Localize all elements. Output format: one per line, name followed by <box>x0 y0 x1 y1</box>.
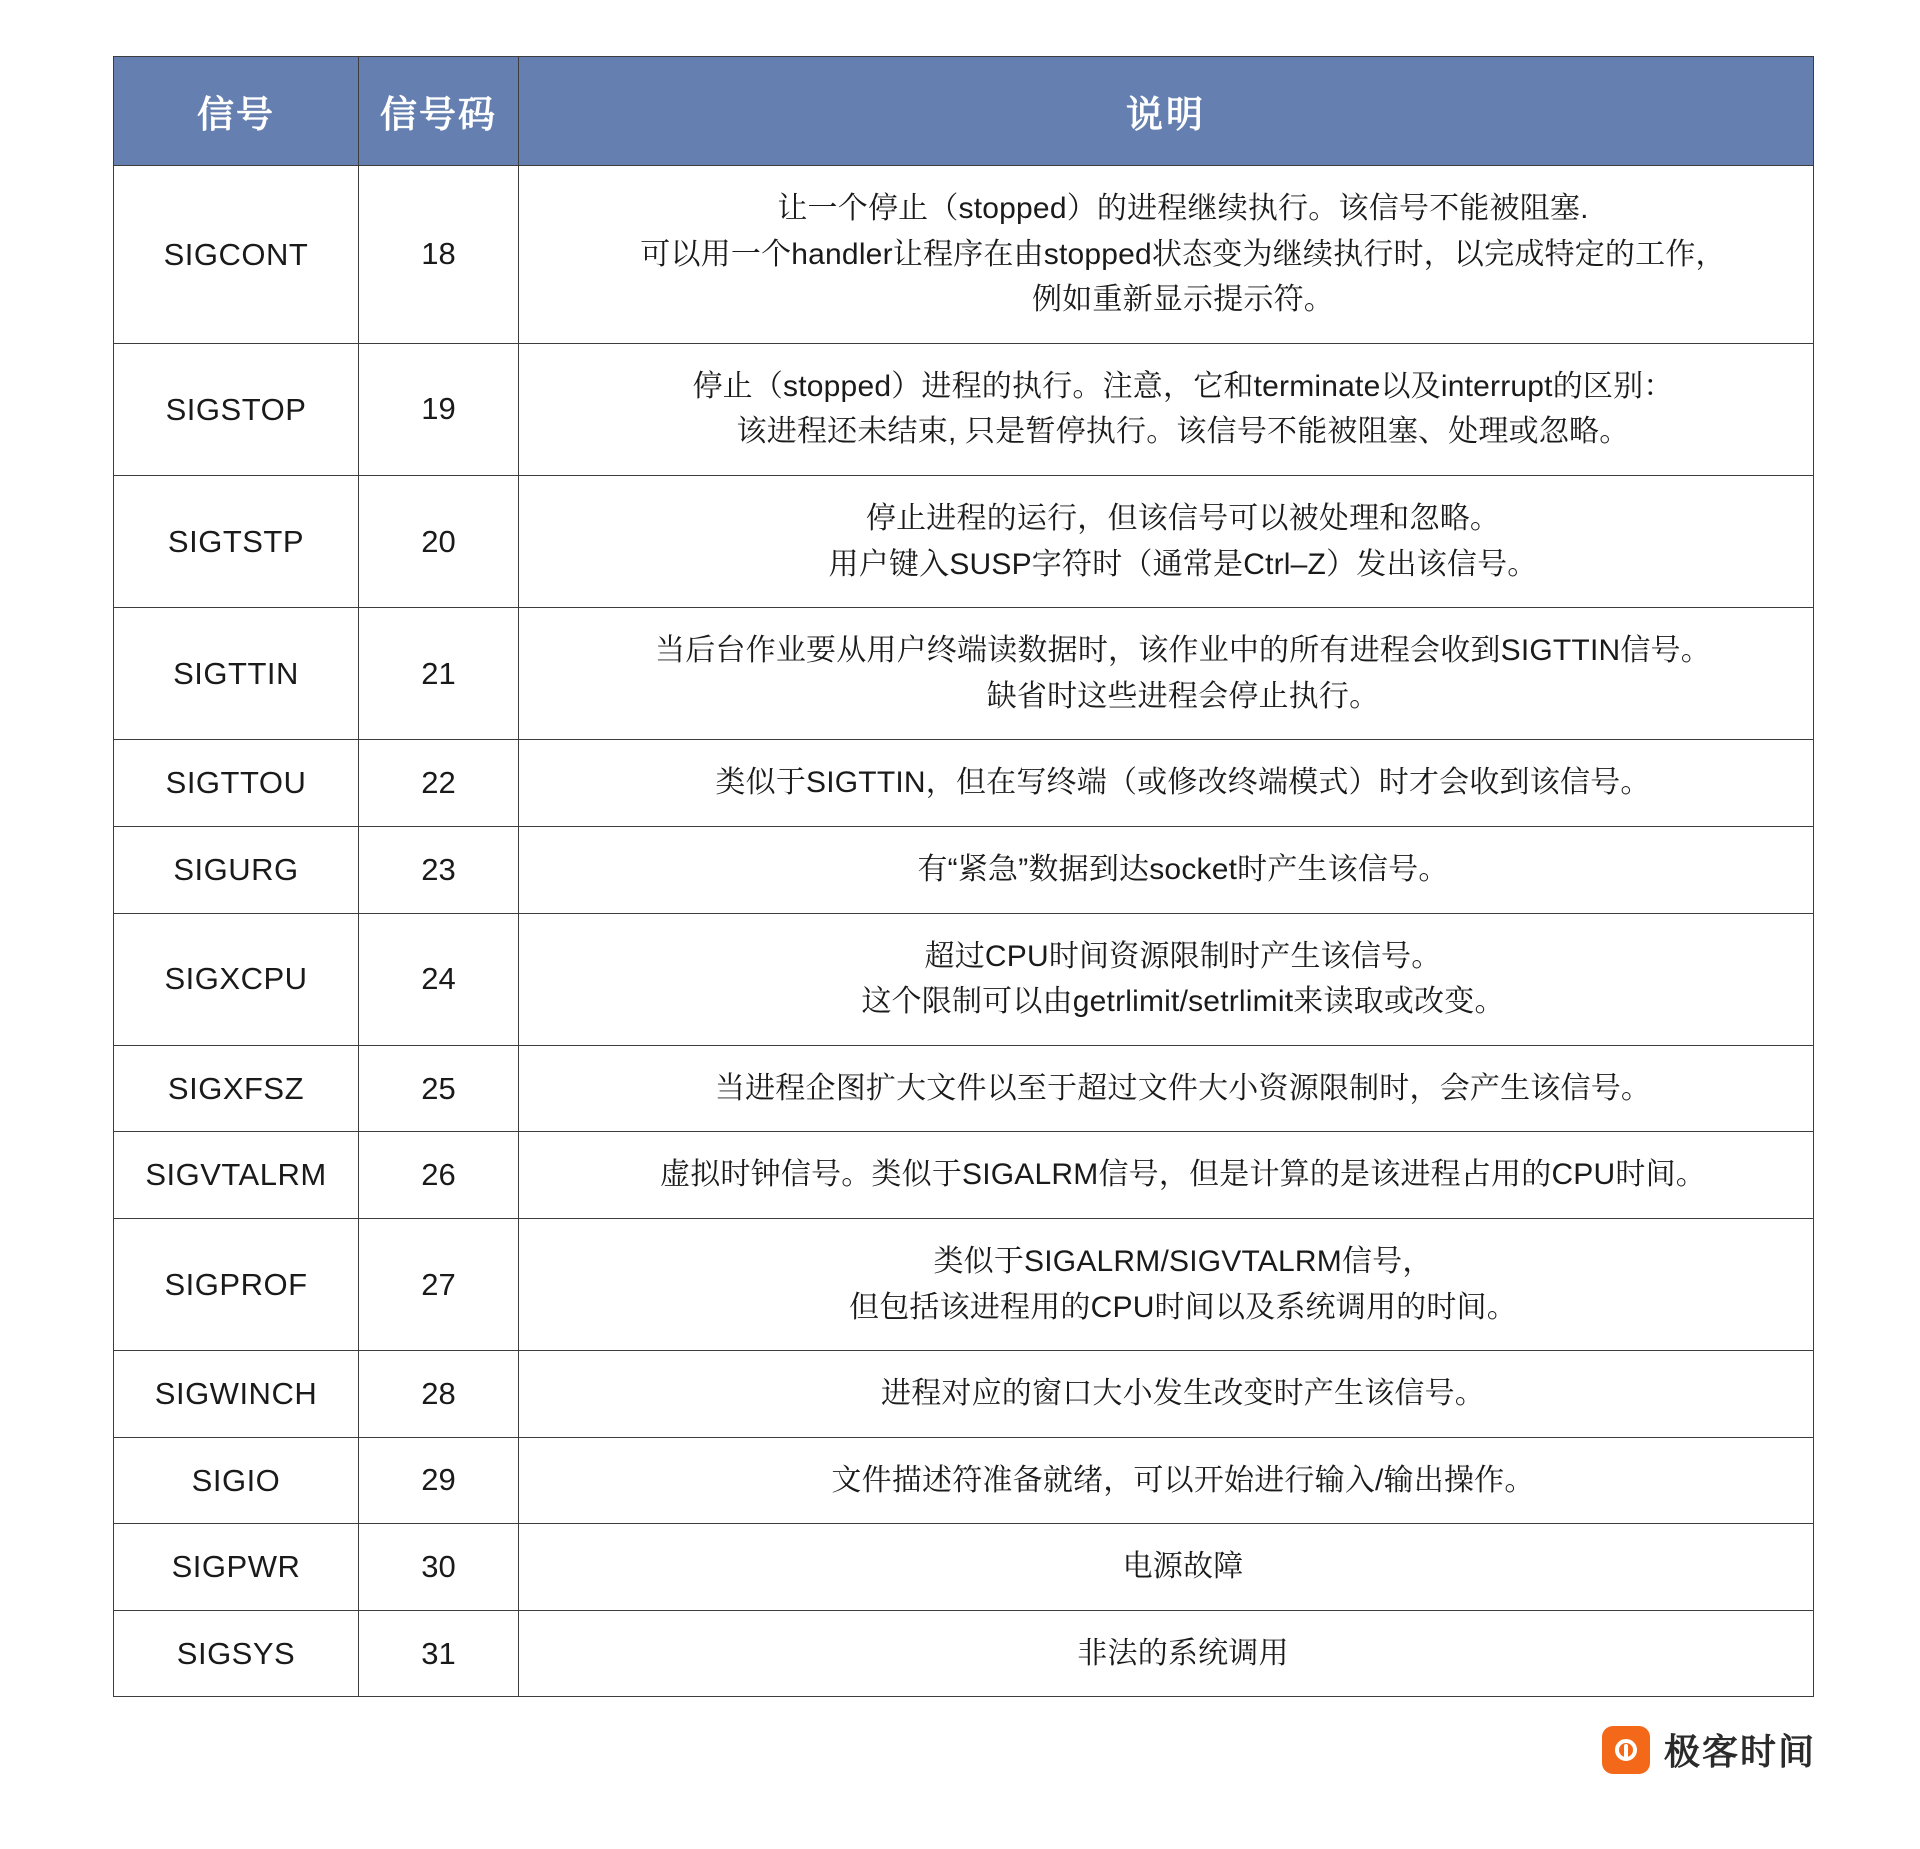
table-row <box>114 913 1814 1045</box>
description-text-block <box>640 186 1725 323</box>
geektime-logo-icon <box>1602 1726 1650 1774</box>
table-row <box>114 1351 1814 1438</box>
table-row <box>114 740 1814 827</box>
signal-name-cell: SIGTTOU <box>114 740 359 827</box>
signal-code-cell: 27 <box>359 1218 519 1350</box>
description-line: 有“紧急”数据到达socket时产生该信号。 <box>917 852 1449 886</box>
description-text-block <box>715 760 1650 806</box>
description-text-block <box>831 1458 1534 1504</box>
description-line: 当后台作业要从用户终端读数据时，该作业中的所有进程会收到SIGTTIN信号。 <box>655 634 1711 668</box>
table-row <box>114 1437 1814 1524</box>
column-header-code: 信号码 <box>359 57 519 166</box>
signal-description-cell <box>519 913 1814 1045</box>
signal-name-cell: SIGSYS <box>114 1610 359 1697</box>
description-line: 缺省时这些进程会停止执行。 <box>986 679 1380 713</box>
description-line: 可以用一个handler让程序在由stopped状态变为继续执行时，以完成特定的工作， <box>640 237 1726 271</box>
signal-name-cell: SIGVTALRM <box>114 1132 359 1219</box>
signal-name-cell: SIGIO <box>114 1437 359 1524</box>
signal-code-cell: 26 <box>359 1132 519 1219</box>
description-line: 让一个停止（stopped）的进程继续执行。该信号不能被阻塞. <box>777 192 1589 225</box>
signal-name-cell: SIGXFSZ <box>114 1045 359 1132</box>
table-row <box>114 343 1814 475</box>
description-line: 类似于SIGTTIN，但在写终端（或修改终端模式）时才会收到该信号。 <box>715 766 1651 800</box>
table-row <box>114 608 1814 740</box>
description-text-block <box>829 496 1538 587</box>
description-line: 但包括该进程用的CPU时间以及系统调用的时间。 <box>849 1290 1517 1324</box>
signal-code-cell: 19 <box>359 343 519 475</box>
signal-description-cell <box>519 1524 1814 1611</box>
description-line: 电源故障 <box>1122 1550 1244 1584</box>
table-header-row <box>114 57 1814 166</box>
signal-description-cell <box>519 1437 1814 1524</box>
table-row <box>114 1610 1814 1697</box>
table-row <box>114 826 1814 913</box>
table-row <box>114 1132 1814 1219</box>
signal-code-cell: 31 <box>359 1610 519 1697</box>
signal-description-cell <box>519 475 1814 607</box>
description-line: 进程对应的窗口大小发生改变时产生该信号。 <box>881 1377 1485 1411</box>
signal-name-cell: SIGSTOP <box>114 343 359 475</box>
table-row <box>114 166 1814 344</box>
geektime-branding <box>1602 1724 1816 1775</box>
signal-description-cell <box>519 166 1814 344</box>
signal-code-cell: 22 <box>359 740 519 827</box>
description-text-block <box>655 628 1711 719</box>
signal-description-cell <box>519 1351 1814 1438</box>
signal-description-cell <box>519 1132 1814 1219</box>
description-text-block <box>1077 1631 1288 1677</box>
description-text-block <box>849 1239 1517 1330</box>
signal-name-cell: SIGPROF <box>114 1218 359 1350</box>
signal-description-cell <box>519 826 1814 913</box>
description-line: 停止进程的运行，但该信号可以被处理和忽略。 <box>865 501 1501 535</box>
description-text-block <box>715 1066 1651 1112</box>
signal-code-cell: 20 <box>359 475 519 607</box>
signal-code-cell: 25 <box>359 1045 519 1132</box>
signal-name-cell: SIGWINCH <box>114 1351 359 1438</box>
description-line: 类似于SIGALRM/SIGVTALRM信号， <box>933 1244 1433 1278</box>
description-line: 这个限制可以由getrlimit/setrlimit来读取或改变。 <box>861 985 1505 1019</box>
signal-code-cell: 18 <box>359 166 519 344</box>
signal-name-cell: SIGCONT <box>114 166 359 344</box>
description-line: 超过CPU时间资源限制时产生该信号。 <box>924 939 1442 973</box>
description-line: 当进程企图扩大文件以至于超过文件大小资源限制时，会产生该信号。 <box>714 1071 1652 1105</box>
table-header <box>114 57 1814 166</box>
description-text-block <box>692 364 1673 455</box>
column-header-signal: 信号 <box>114 57 359 166</box>
signal-code-cell: 21 <box>359 608 519 740</box>
description-line: 用户键入SUSP字符时（通常是Ctrl–Z）发出该信号。 <box>828 547 1538 581</box>
table-row <box>114 1045 1814 1132</box>
signal-table-container <box>113 56 1813 1697</box>
signal-code-cell: 29 <box>359 1437 519 1524</box>
description-line: 虚拟时钟信号。类似于SIGALRM信号，但是计算的是该进程占用的CPU时间。 <box>660 1158 1706 1192</box>
signal-description-cell <box>519 608 1814 740</box>
signal-name-cell: SIGXCPU <box>114 913 359 1045</box>
description-text-block <box>917 847 1448 893</box>
description-line: 文件描述符准备就绪，可以开始进行输入/输出操作。 <box>831 1463 1535 1497</box>
signal-name-cell: SIGTTIN <box>114 608 359 740</box>
signal-description-cell <box>519 1610 1814 1697</box>
description-line: 非法的系统调用 <box>1077 1636 1289 1670</box>
table-body <box>114 166 1814 1697</box>
signal-code-cell: 28 <box>359 1351 519 1438</box>
signal-description-cell <box>519 740 1814 827</box>
description-text-block <box>1123 1544 1244 1590</box>
signal-code-cell: 24 <box>359 913 519 1045</box>
description-line: 例如重新显示提示符。 <box>1032 283 1334 317</box>
description-text-block <box>861 934 1504 1025</box>
signal-description-cell <box>519 343 1814 475</box>
signal-description-cell <box>519 1218 1814 1350</box>
description-line: 停止（stopped）进程的执行。注意，它和terminate以及interrupt的区别： <box>692 369 1674 403</box>
table-row <box>114 1524 1814 1611</box>
description-text-block <box>660 1152 1706 1198</box>
table-row <box>114 475 1814 607</box>
signal-name-cell: SIGTSTP <box>114 475 359 607</box>
table-row <box>114 1218 1814 1350</box>
signal-code-cell: 23 <box>359 826 519 913</box>
signal-code-cell: 30 <box>359 1524 519 1611</box>
description-line: 该进程还未结束, 只是暂停执行。该信号不能被阻塞、处理或忽略。 <box>736 415 1630 449</box>
column-header-description: 说明 <box>519 57 1814 166</box>
description-text-block <box>881 1371 1485 1417</box>
signal-name-cell: SIGURG <box>114 826 359 913</box>
geektime-logo-text: 极客时间 <box>1663 1731 1816 1772</box>
signal-name-cell: SIGPWR <box>114 1524 359 1611</box>
signal-description-cell <box>519 1045 1814 1132</box>
signal-table <box>113 56 1814 1697</box>
